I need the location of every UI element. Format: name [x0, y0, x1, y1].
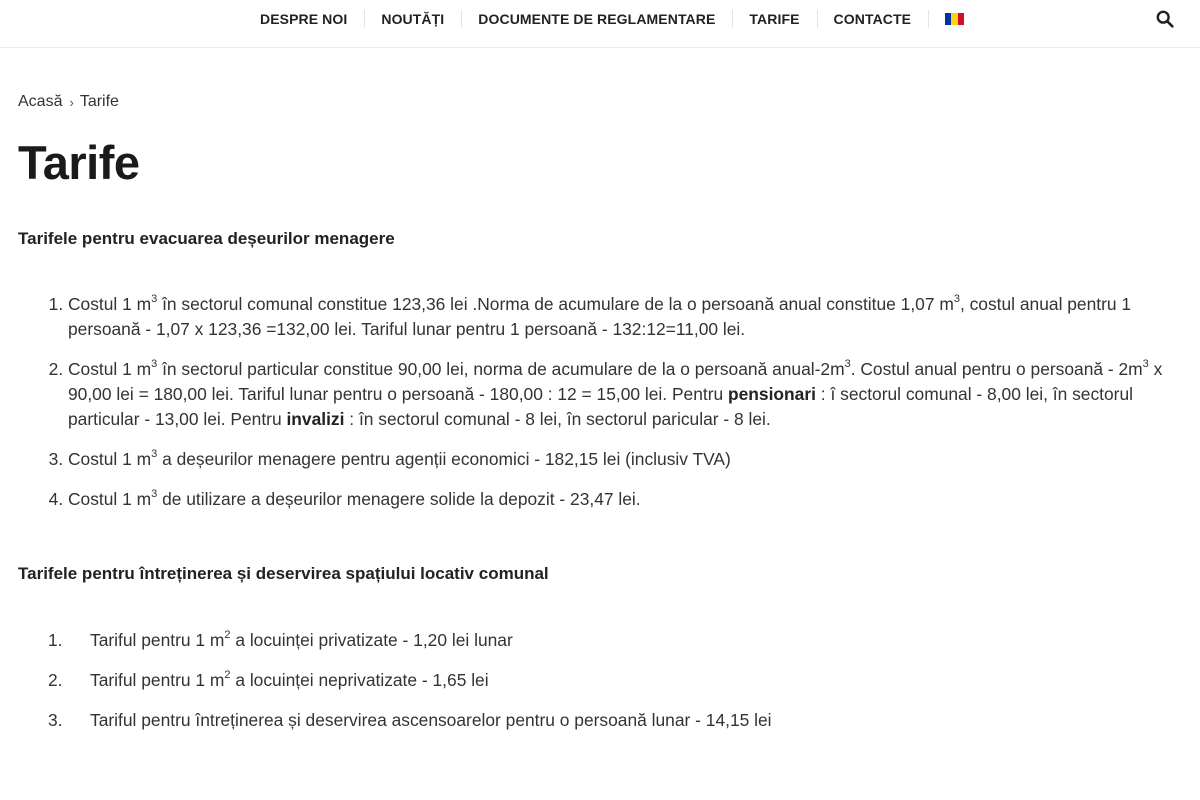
list-item: 4. Costul 1 $m^3$ de utilizare a deșeurilor menagere solide la depozit - 23,47 lei.: [68, 487, 1180, 512]
intretinere-tariffs-list: [18, 628, 772, 748]
top-navigation-bar: [0, 0, 1200, 48]
evacuare-tariffs-list: [18, 292, 1180, 527]
list-item: 1. Costul 1 $m^3$ în sectorul comunal constitue 123,36 lei .Norma de acumulare de la o persoană anual constitue 1,07 $m^3$, costul anual pentru 1 persoană - 1,07 x 123,36 =132,00 lei. Tariful lunar pentru 1 persoană - 132:12=11,00 lei.: [68, 292, 1180, 342]
list-item: 3. Tariful pentru întreținerea și deservirea ascensoarelor pentru o persoană lunar - 14,15 lei: [48, 710, 772, 730]
list-item: 3. Costul 1 $m^3$ a deșeurilor menagere pentru agenții economici - 182,15 lei (inclusiv TVA): [68, 447, 1180, 472]
search-icon[interactable]: [1156, 10, 1174, 28]
nav-item-despre-noi[interactable]: DESPRE NOI: [260, 11, 348, 27]
list-item: 2. Costul 1 $m^3$ în sectorul particular constitue 90,00 lei, norma de acumulare de la o persoană anual-$2m^3$. Costul anual pentru o persoană - $2m^3$ x 90,00 lei = 180,00 lei. Tariful lunar pentru o persoană - 180,00 : 12 = 15,00 lei. Pentru pensionari : î sectorul comunal - 8,00 lei, în sectorul particular - 13,00 lei. Pentru invalizi : în sectorul comunal - 8 lei, în sectorul paricular - 8 lei.: [68, 357, 1180, 432]
language-switcher[interactable]: [928, 0, 981, 38]
main-menu: [243, 0, 981, 38]
breadcrumb: [18, 92, 1180, 112]
list-item: 2. Tariful pentru 1 $m^2$ a locuinței neprivatizate - 1,65 lei: [48, 669, 489, 690]
nav-item-contacte[interactable]: CONTACTE: [817, 0, 929, 38]
main-content: [18, 48, 1180, 730]
breadcrumb-current: Tarife: [79, 93, 119, 110]
nav-item-documente[interactable]: DOCUMENTE DE REGLAMENTARE: [461, 0, 732, 38]
nav-item-tarife[interactable]: TARIFE: [732, 0, 816, 38]
breadcrumb-home-link[interactable]: Acasă: [18, 93, 63, 110]
nav-item-noutati[interactable]: NOUTĂȚI: [364, 0, 461, 38]
breadcrumb-separator: ›: [69, 94, 74, 110]
page-title: Tarife: [18, 136, 140, 189]
romanian-flag-icon: [945, 13, 964, 25]
section-title-intretinere: Tarifele pentru întreținerea și deservirea spațiului locativ comunal: [18, 564, 549, 583]
list-item: 1. Tariful pentru 1 $m^2$ a locuinței privatizate - 1,20 lei lunar: [48, 629, 513, 650]
section-title-evacuare: Tarifele pentru evacuarea deșeurilor menagere: [18, 229, 395, 248]
